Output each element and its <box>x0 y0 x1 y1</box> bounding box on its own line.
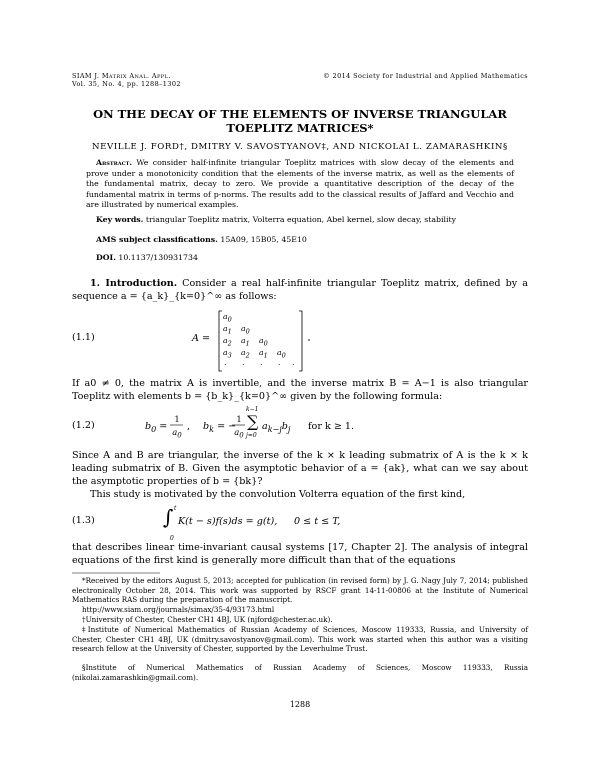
matrix-entries: $a_0$ $a_1$ $a_0$ $a_2$ $a_1$ $a_0$ $a_3$ $a_2$ $a_1$ $a_0$ . . . . . <box>223 312 295 367</box>
intro-paragraph-4: This study is motivated by the convolution Volterra equation of the first kind, <box>90 489 466 500</box>
ams-label: AMS subject classifications. <box>96 235 218 244</box>
abstract-label: Abstract. <box>96 158 133 167</box>
doi-label: DOI. <box>96 253 116 262</box>
b0-fraction: 1 $a_0$ <box>172 414 182 440</box>
intro-paragraph-5: that describes linear time-invariant causal systems [17, Chapter 2]. The analysis of integral equations of the first kind is generally more difficult than that of the equations <box>72 542 528 566</box>
paper-title-line-1: ON THE DECAY OF THE ELEMENTS OF INVERSE TRIANGULAR <box>93 107 507 121</box>
equation-number-1-3: (1.3) <box>72 515 95 526</box>
b0-formula: $b_0$ = <box>145 421 168 434</box>
author-list: NEVILLE J. FORD†, DMITRY V. SAVOSTYANOV‡, AND NICKOLAI L. ZAMARASHKIN§ <box>92 142 508 152</box>
integral-body: K(t − s)f(s)ds = g(t), <box>178 516 278 527</box>
integral-lower: 0 <box>170 535 174 542</box>
abstract-text: We consider half-infinite triangular Toeplitz matrices with slow decay of the elements and prove under a monotonicity condition that the elements of the inverse matrix, as well as the elements of the fundamental matrix, decay to zero. We provide a quantitative description of the decay of the fundamental matrix in terms of p-norms. The results add to the classical results of Jaffard and Vecchio and are illustrated by numerical examples. <box>86 158 514 209</box>
comma-1: , <box>187 421 191 432</box>
bk-formula: $b_k$ = − <box>203 421 237 434</box>
bk-fraction: 1 $a_0$ <box>234 414 244 440</box>
sum-symbol: ∑ <box>247 412 259 431</box>
intro-paragraph-2: If a0 ≠ 0, the matrix A is invertible, and the inverse matrix B = A−1 is also triangular Toeplitz with elements b = {b_k}_{k=0}^∞ given by the following formula: <box>72 378 528 402</box>
footnote-inm: ‡Institute of Numerical Mathematics of Russian Academy of Sciences, Moscow 119333, Russia, and University of Chester, Chester CH1 4BJ, UK (dmitry.savostyanov@gmail.com). This work was started when this author was a visiting research fellow at the University of Chester, supported by the Leverhulme Trust. <box>72 625 528 654</box>
footnote-inm-2: §Institute of Numerical Mathematics of Russian Academy of Sciences, Moscow 119333, Russia (nikolai.zamarashkin@gmail.com). <box>72 663 528 682</box>
equation-1-2-condition: for k ≥ 1. <box>308 421 355 432</box>
ams-text: 15A09, 15B05, 45E10 <box>220 235 307 244</box>
integral-upper: t <box>174 505 177 512</box>
intro-paragraph-3: Since A and B are triangular, the inverse of the k × k leading submatrix of A is the k × k leading submatrix of B. Given the asymptotic behavior of a = {ak}, what can we say about the asymptotic properties of b = {bk}? <box>72 450 528 487</box>
keywords-text: triangular Toeplitz matrix, Volterra equation, Abel kernel, slow decay, stability <box>145 215 457 224</box>
matrix-lhs: A = <box>192 333 211 344</box>
footnote-url[interactable]: http://www.siam.org/journals/simax/35-4/93173.html <box>82 605 275 614</box>
footnote-chester: †University of Chester, Chester CH1 4BJ, UK (njford@chester.ac.uk). <box>82 615 333 624</box>
page-number: 1288 <box>289 700 311 709</box>
footnote-received <box>72 576 528 605</box>
doi-text: 10.1137/130931734 <box>118 253 198 262</box>
paper-title-line-2: TOEPLITZ MATRICES* <box>226 121 374 135</box>
equation-number-1-2: (1.2) <box>72 420 95 431</box>
copyright-notice: © 2014 Society for Industrial and Applied Mathematics <box>323 72 528 80</box>
footnote-received-text: *Received by the editors August 5, 2013; accepted for publication (in revised form) by J. G. Nagy July 7, 2014; published electronically October 28, 2014. This work was supported by RSCF grant 14-11-00806 at the Institute of Numerical Mathematics RAS during the preparation of the manuscript. <box>72 576 528 605</box>
intro-text-1: Consider a real half-infinite triangular Toeplitz matrix, defined by a sequence a = {a_k}_{k=0}^∞ as follows: <box>72 278 528 302</box>
journal-volume: Vol. 35, No. 4, pp. 1288–1302 <box>72 80 181 88</box>
section-heading: 1. Introduction. <box>90 278 178 289</box>
journal-name: SIAM J. Matrix Anal. Appl. <box>72 72 171 80</box>
sum-lower: j=0 <box>246 432 257 439</box>
keywords-label: Key words. <box>96 215 144 224</box>
equation-number-1-1: (1.1) <box>72 332 95 343</box>
equation-1-3-condition: 0 ≤ t ≤ T, <box>294 516 341 527</box>
sum-term: $a_{k-j}b_j$ <box>262 421 291 434</box>
integral-symbol: ∫ <box>163 505 174 529</box>
sum-upper: k−1 <box>246 406 259 413</box>
